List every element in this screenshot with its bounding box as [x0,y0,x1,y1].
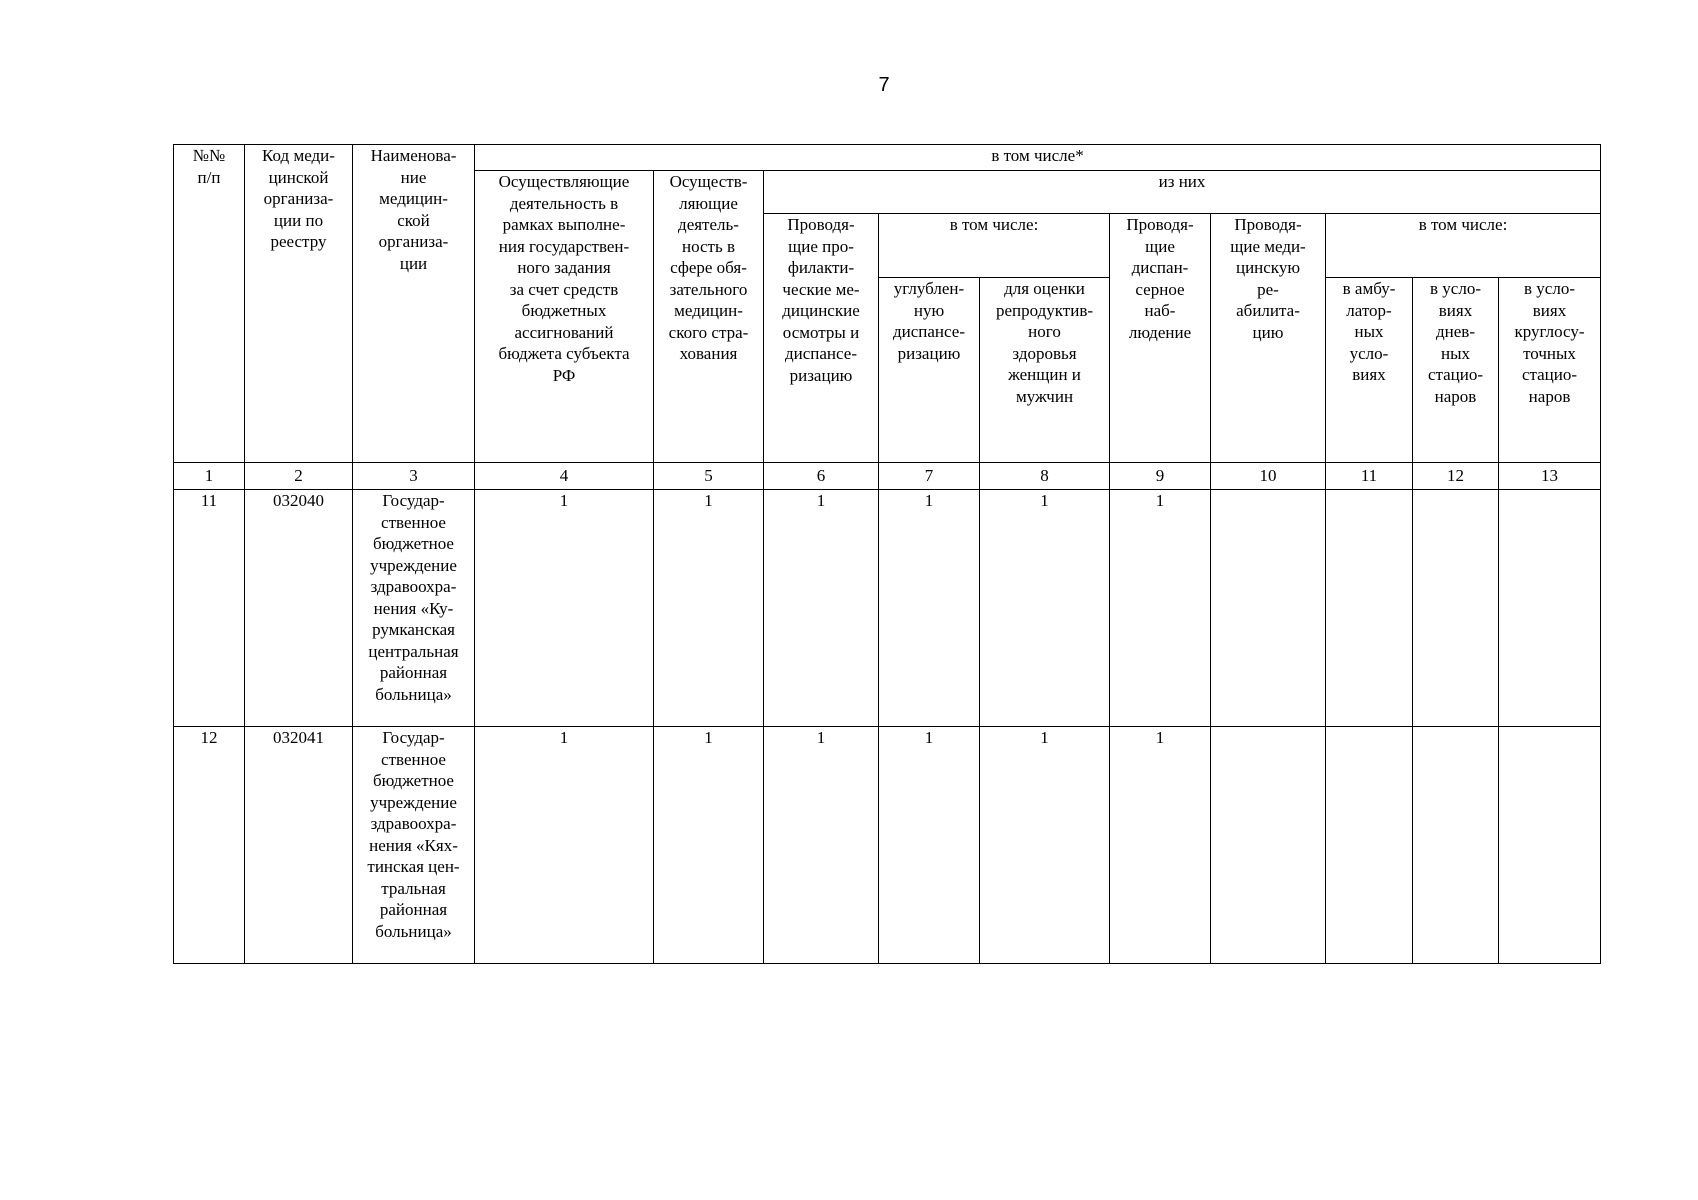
cell-in-depth-dispensarization: 1 [879,490,980,727]
header-day-hospital: в усло- виях днев- ных стацио- наров [1413,278,1499,463]
cell-outpatient [1326,727,1413,964]
cell-round-the-clock-hospital [1499,490,1601,727]
header-organization-name: Наименова- ние медицин- ской организа- ции [353,145,475,463]
header-compulsory-insurance: Осуществ- ляющие деятель- ность в сфере обя- зательного медицин- ского стра- хования [654,171,764,463]
header-row-number: №№ п/п [174,145,245,463]
registry-code: 032041 [245,727,353,964]
cell-reproductive-health: 1 [980,727,1110,964]
cell-medical-rehabilitation [1211,490,1326,727]
cell-dispensary-observation: 1 [1110,490,1211,727]
header-dispensary-observation: Проводя- щие диспан- серное наб- людение [1110,214,1211,463]
cell-reproductive-health: 1 [980,490,1110,727]
header-in-depth-dispensarization: углублен- ную диспансе- ризацию [879,278,980,463]
column-number: 5 [654,463,764,490]
medical-organizations-table [173,144,1601,964]
cell-compulsory-insurance: 1 [654,727,764,964]
column-number: 10 [1211,463,1326,490]
row-number: 11 [174,490,245,727]
cell-outpatient [1326,490,1413,727]
table-row [174,490,1601,727]
organization-name: Государ- ственное бюджетное учреждение здравоохра- нения «Кях- тинская цен- тральная районная больница» [353,727,475,964]
page-number: 7 [878,74,890,96]
cell-day-hospital [1413,490,1499,727]
header-round-the-clock-hospital: в усло- виях круглосу- точных стацио- наров [1499,278,1601,463]
row-number: 12 [174,727,245,964]
cell-round-the-clock-hospital [1499,727,1601,964]
cell-state-assignment: 1 [475,727,654,964]
column-number: 7 [879,463,980,490]
column-number: 6 [764,463,879,490]
column-number: 3 [353,463,475,490]
registry-code: 032040 [245,490,353,727]
header-including-b: в том числе: [1326,214,1601,278]
table-row [174,727,1601,964]
header-registry-code: Код меди- цинской организа- ции по реестру [245,145,353,463]
header-reproductive-health: для оценки репродуктив- ного здоровья женщин и мужчин [980,278,1110,463]
header-preventive-exams: Проводя- щие про- филакти- ческие ме- дицинские осмотры и диспансе- ризацию [764,214,879,463]
column-number: 1 [174,463,245,490]
header-of-them: из них [764,171,1601,214]
column-number: 11 [1326,463,1413,490]
cell-state-assignment: 1 [475,490,654,727]
cell-medical-rehabilitation [1211,727,1326,964]
column-number: 12 [1413,463,1499,490]
cell-in-depth-dispensarization: 1 [879,727,980,964]
column-number: 2 [245,463,353,490]
organization-name: Государ- ственное бюджетное учреждение здравоохра- нения «Ку- румканская центральная районная больница» [353,490,475,727]
cell-preventive-exams: 1 [764,727,879,964]
cell-dispensary-observation: 1 [1110,727,1211,964]
header-including-a: в том числе: [879,214,1110,278]
cell-day-hospital [1413,727,1499,964]
cell-compulsory-insurance: 1 [654,490,764,727]
column-number: 4 [475,463,654,490]
column-number: 8 [980,463,1110,490]
header-outpatient: в амбу- латор- ных усло- виях [1326,278,1413,463]
header-medical-rehabilitation: Проводя- щие меди- цинскую ре- абилита- цию [1211,214,1326,463]
header-including-top: в том числе* [475,145,1601,171]
column-number: 9 [1110,463,1211,490]
column-number: 13 [1499,463,1601,490]
cell-preventive-exams: 1 [764,490,879,727]
header-state-assignment: Осуществляющие деятельность в рамках выполне- ния государствен- ного задания за счет средств бюджетных ассигнований бюджета субъекта РФ [475,171,654,463]
